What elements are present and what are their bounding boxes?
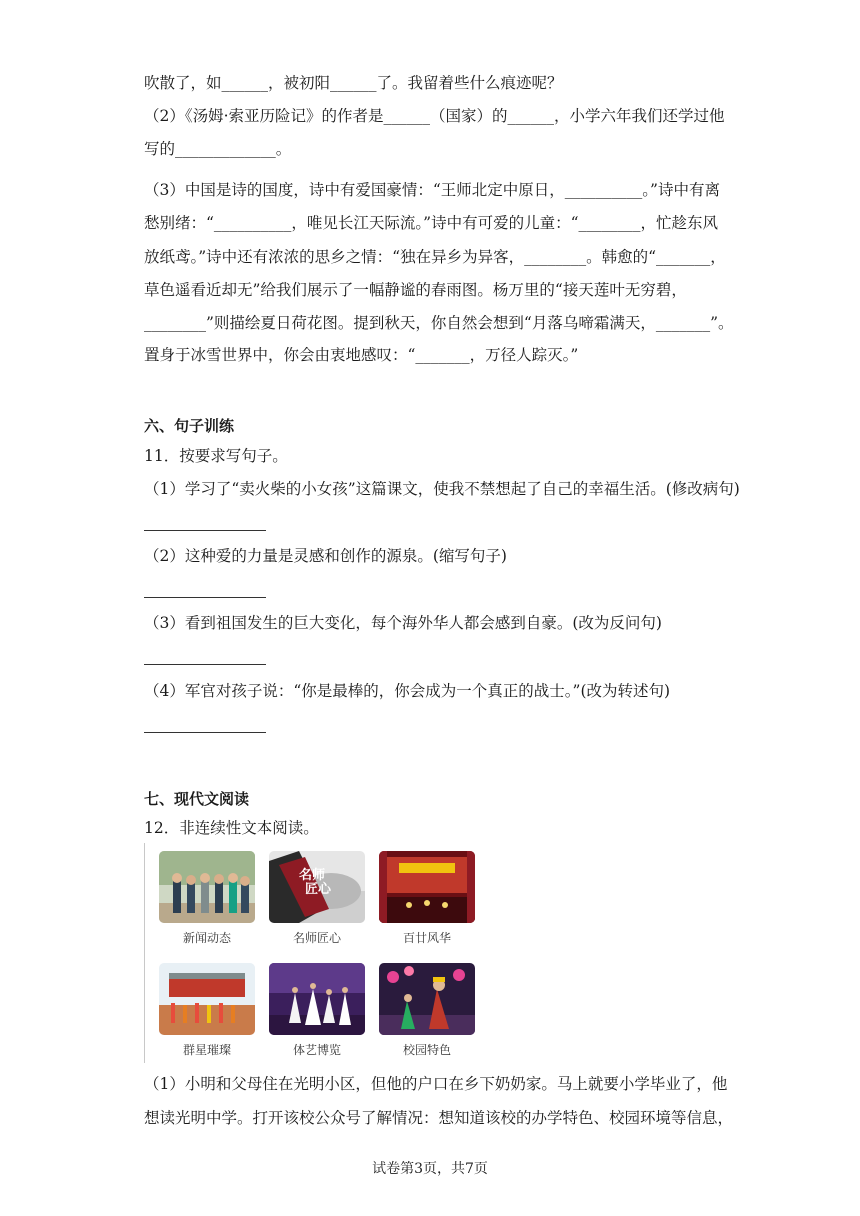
answer-line[interactable] bbox=[144, 530, 266, 531]
sports-photo bbox=[159, 963, 255, 1035]
tile-caption: 体艺博览 bbox=[292, 1043, 341, 1057]
question-item: （4）军官对孩子说：“你是最棒的，你会成为一个真正的战士。”(改为转述句) bbox=[144, 682, 671, 700]
tile-caption: 群星璀璨 bbox=[182, 1043, 231, 1057]
opera-photo bbox=[379, 963, 475, 1035]
question-item: （3）看到祖国发生的巨大变化，每个海外华人都会感到自豪。(改为反问句) bbox=[144, 614, 662, 632]
answer-line[interactable] bbox=[144, 732, 266, 733]
page-footer: 试卷第3页，共7页 bbox=[372, 1161, 488, 1177]
question-title: 11．按要求写句子。 bbox=[144, 447, 288, 465]
tile-campus bbox=[379, 963, 475, 1058]
tile-caption: 新闻动态 bbox=[182, 931, 231, 945]
dance-photo bbox=[269, 963, 365, 1035]
tile-stars bbox=[159, 963, 255, 1058]
tile-anniversary bbox=[379, 851, 475, 946]
badge-text: 名师 匠心 bbox=[299, 868, 332, 897]
text-line: 草色遥看近却无”给我们展示了一幅静谧的春雨图。杨万里的“接天莲叶无穷碧， bbox=[144, 281, 687, 299]
text-line: （3）中国是诗的国度，诗中有爱国豪情：“王师北定中原日，__________。”诗中有离 bbox=[144, 181, 720, 199]
section-heading: 六、句子训练 bbox=[144, 417, 235, 435]
text-line: 放纸鸢。”诗中还有浓浓的思乡之情：“独在异乡为异客，________。韩愈的“_______， bbox=[144, 248, 726, 266]
text-line: 写的_____________。 bbox=[144, 140, 292, 158]
tile-caption: 名师匠心 bbox=[292, 931, 341, 945]
answer-line[interactable] bbox=[144, 597, 266, 598]
question-item: （1）学习了“卖火柴的小女孩”这篇课文，使我不禁想起了自己的幸福生活。(修改病句) bbox=[144, 480, 740, 498]
text-line: （2）《汤姆·索亚历险记》的作者是______（国家）的______，小学六年我们还学过他 bbox=[144, 107, 725, 125]
text-line: （1）小明和父母住在光明小区，但他的户口在乡下奶奶家。马上就要小学毕业了，他 bbox=[144, 1075, 728, 1093]
text-line: 吹散了，如______，被初阳______了。我留着些什么痕迹呢？ bbox=[144, 74, 563, 92]
text-line: 想读光明中学。打开该校公众号了解情况：想知道该校的办学特色、校园环境等信息， bbox=[144, 1109, 734, 1127]
text-line: 置身于冰雪世界中，你会由衷地感叹：“_______，万径人踪灭。” bbox=[144, 346, 579, 364]
question-item: （2）这种爱的力量是灵感和创作的源泉。(缩写句子) bbox=[144, 547, 507, 565]
answer-line[interactable] bbox=[144, 664, 266, 665]
question-title: 12．非连续性文本阅读。 bbox=[144, 819, 319, 837]
tile-arts bbox=[269, 963, 365, 1058]
text-line: ________”则描绘夏日荷花图。提到秋天，你自然会想到“月落乌啼霜满天，_______”。 bbox=[144, 314, 734, 332]
tile-caption: 校园特色 bbox=[402, 1043, 451, 1057]
section-heading: 七、现代文阅读 bbox=[144, 790, 250, 808]
news-photo bbox=[159, 851, 255, 923]
school-menu-figure bbox=[144, 843, 475, 1063]
tile-caption: 百廿风华 bbox=[402, 931, 451, 945]
tile-news bbox=[159, 851, 255, 946]
stage-photo bbox=[379, 851, 475, 923]
text-line: 愁别绪：“__________，唯见长江天际流。”诗中有可爱的儿童：“________，忙趁东风 bbox=[144, 214, 719, 232]
tile-teachers bbox=[269, 851, 365, 946]
teachers-photo bbox=[269, 851, 365, 923]
